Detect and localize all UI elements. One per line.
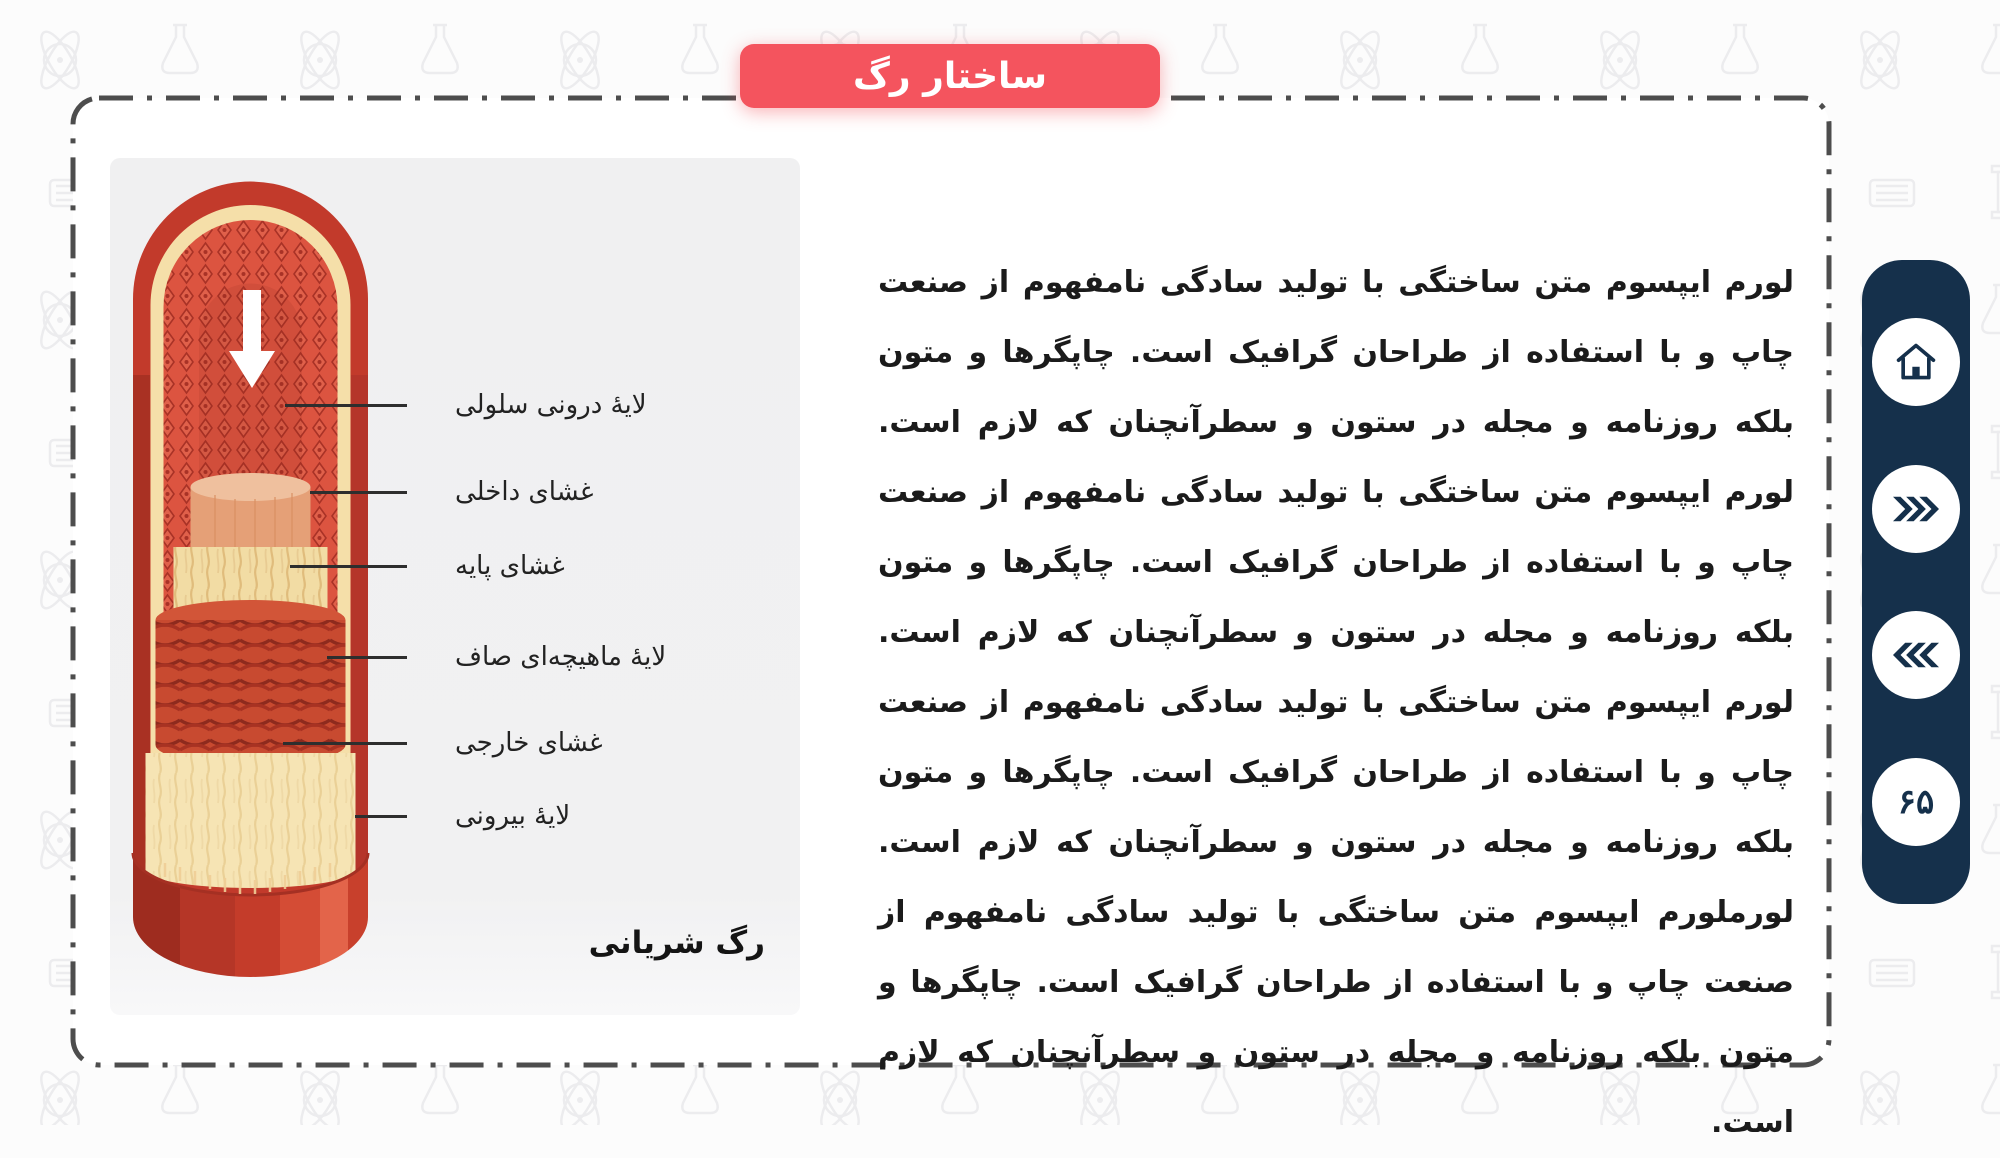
layer-label-basement-membrane: غشای پایه xyxy=(455,551,565,581)
slide-title: ساختار رگ xyxy=(853,55,1047,97)
home-button[interactable] xyxy=(1872,318,1960,406)
slide-title-badge xyxy=(740,44,1160,108)
artery-illustration xyxy=(120,175,380,985)
layer-label-external-membrane: غشای خارجی xyxy=(455,728,603,758)
forward-button[interactable] xyxy=(1872,465,1960,553)
label-connector-line xyxy=(355,815,407,818)
page-number-button[interactable] xyxy=(1872,758,1960,846)
label-connector-line xyxy=(290,565,407,568)
label-connector-line xyxy=(327,656,407,659)
back-button[interactable] xyxy=(1872,611,1960,699)
label-connector-line xyxy=(285,404,407,407)
label-connector-line xyxy=(283,742,407,745)
layer-label-outer-layer: لایهٔ بیرونی xyxy=(455,801,571,831)
diagram-caption: رگ شریانی xyxy=(588,925,765,961)
home-icon xyxy=(1894,340,1938,384)
forward-chevrons-icon xyxy=(1893,495,1939,523)
layer-label-inner-cellular: لایهٔ درونی سلولی xyxy=(455,390,647,420)
body-paragraph: لورم ایپسوم متن ساختگی با تولید سادگی نامفهوم از صنعت چاپ و با استفاده از طراحان گرافیک است. چاپگرها و متون بلکه روزنامه و مجله در ستون و سطرآنچنان که لازم است. لورم ایپسوم متن ساختگی با تولید سادگی نامفهوم از صنعت چاپ و با استفاده از طراحان گرافیک است. چاپگرها و متون بلکه روزنامه و مجله در ستون و سطرآنچنان که لازم است. لورم ایپسوم متن ساختگی با تولید سادگی نامفهوم از صنعت چاپ و با استفاده از طراحان گرافیک است. چاپگرها و متون بلکه روزنامه و مجله در ستون و سطرآنچنان که لازم است. لورملورم ایپسوم متن ساختگی با تولید سادگی نامفهوم از صنعت چاپ و با استفاده از طراحان گرافیک است. چاپگرها و متون بلکه روزنامه و مجله در ستون و سطرآنچنان که لازم است. xyxy=(878,265,1794,1140)
layer-label-smooth-muscle: لایهٔ ماهیچه‌ای صاف xyxy=(455,642,667,672)
label-connector-line xyxy=(310,491,407,494)
layer-label-internal-membrane: غشای داخلی xyxy=(455,477,594,507)
back-chevrons-icon xyxy=(1893,641,1939,669)
page-number: ۶۵ xyxy=(1897,782,1935,821)
nav-sidebar xyxy=(1862,260,1970,904)
